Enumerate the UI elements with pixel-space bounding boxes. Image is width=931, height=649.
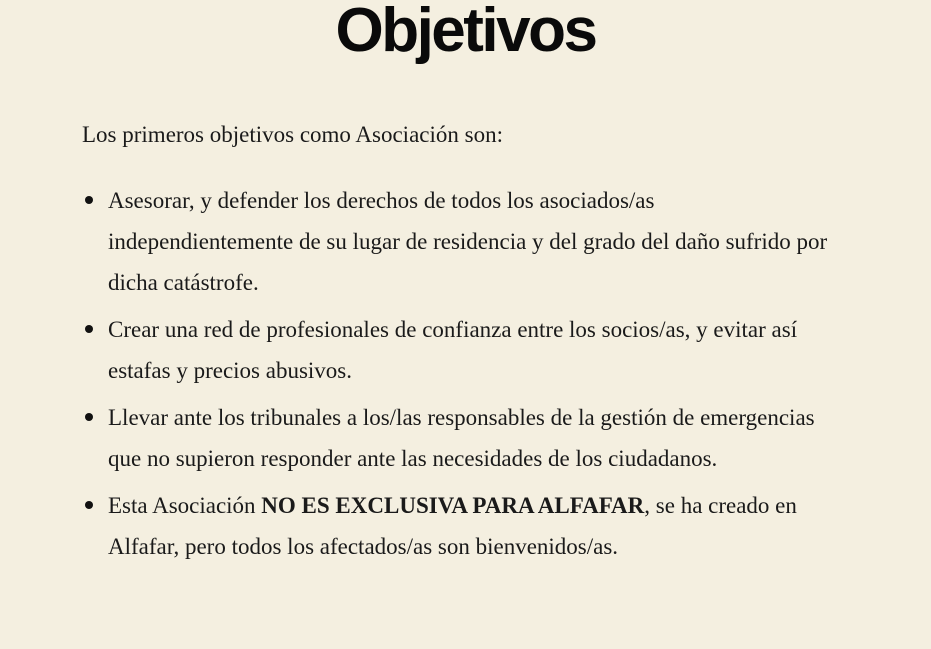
bullet-icon xyxy=(85,413,93,421)
objectives-list xyxy=(82,180,842,567)
list-item-text: Asesorar, y defender los derechos de todos los asociados/as independientemente de su lugar de residencia y del grado del daño sufrido por dicha catástrofe. xyxy=(108,188,828,295)
list-item-text-after: , se ha creado en Alfafar, pero todos los afectados/as son bienvenidos/as. xyxy=(108,493,797,559)
emphasis-text: NO ES EXCLUSIVA PARA ALFAFAR xyxy=(261,493,645,518)
bullet-icon xyxy=(85,325,93,333)
list-item xyxy=(82,397,842,479)
list-item xyxy=(82,180,842,303)
list-item-text: Crear una red de profesionales de confianza entre los socios/as, y evitar así estafas y precios abusivos. xyxy=(108,317,798,383)
list-item xyxy=(82,309,842,391)
list-item-text: Llevar ante los tribunales a los/las responsables de la gestión de emergencias que no supieron responder ante las necesidades de los ciudadanos. xyxy=(108,405,815,471)
bullet-icon xyxy=(85,501,93,509)
list-item-text-before: Esta Asociación xyxy=(108,493,262,518)
objectives-section xyxy=(82,114,842,573)
bullet-icon xyxy=(85,196,93,204)
intro-text: Los primeros objetivos como Asociación son: xyxy=(82,122,503,147)
list-item xyxy=(82,485,842,567)
page-title: Objetivos xyxy=(335,0,596,65)
